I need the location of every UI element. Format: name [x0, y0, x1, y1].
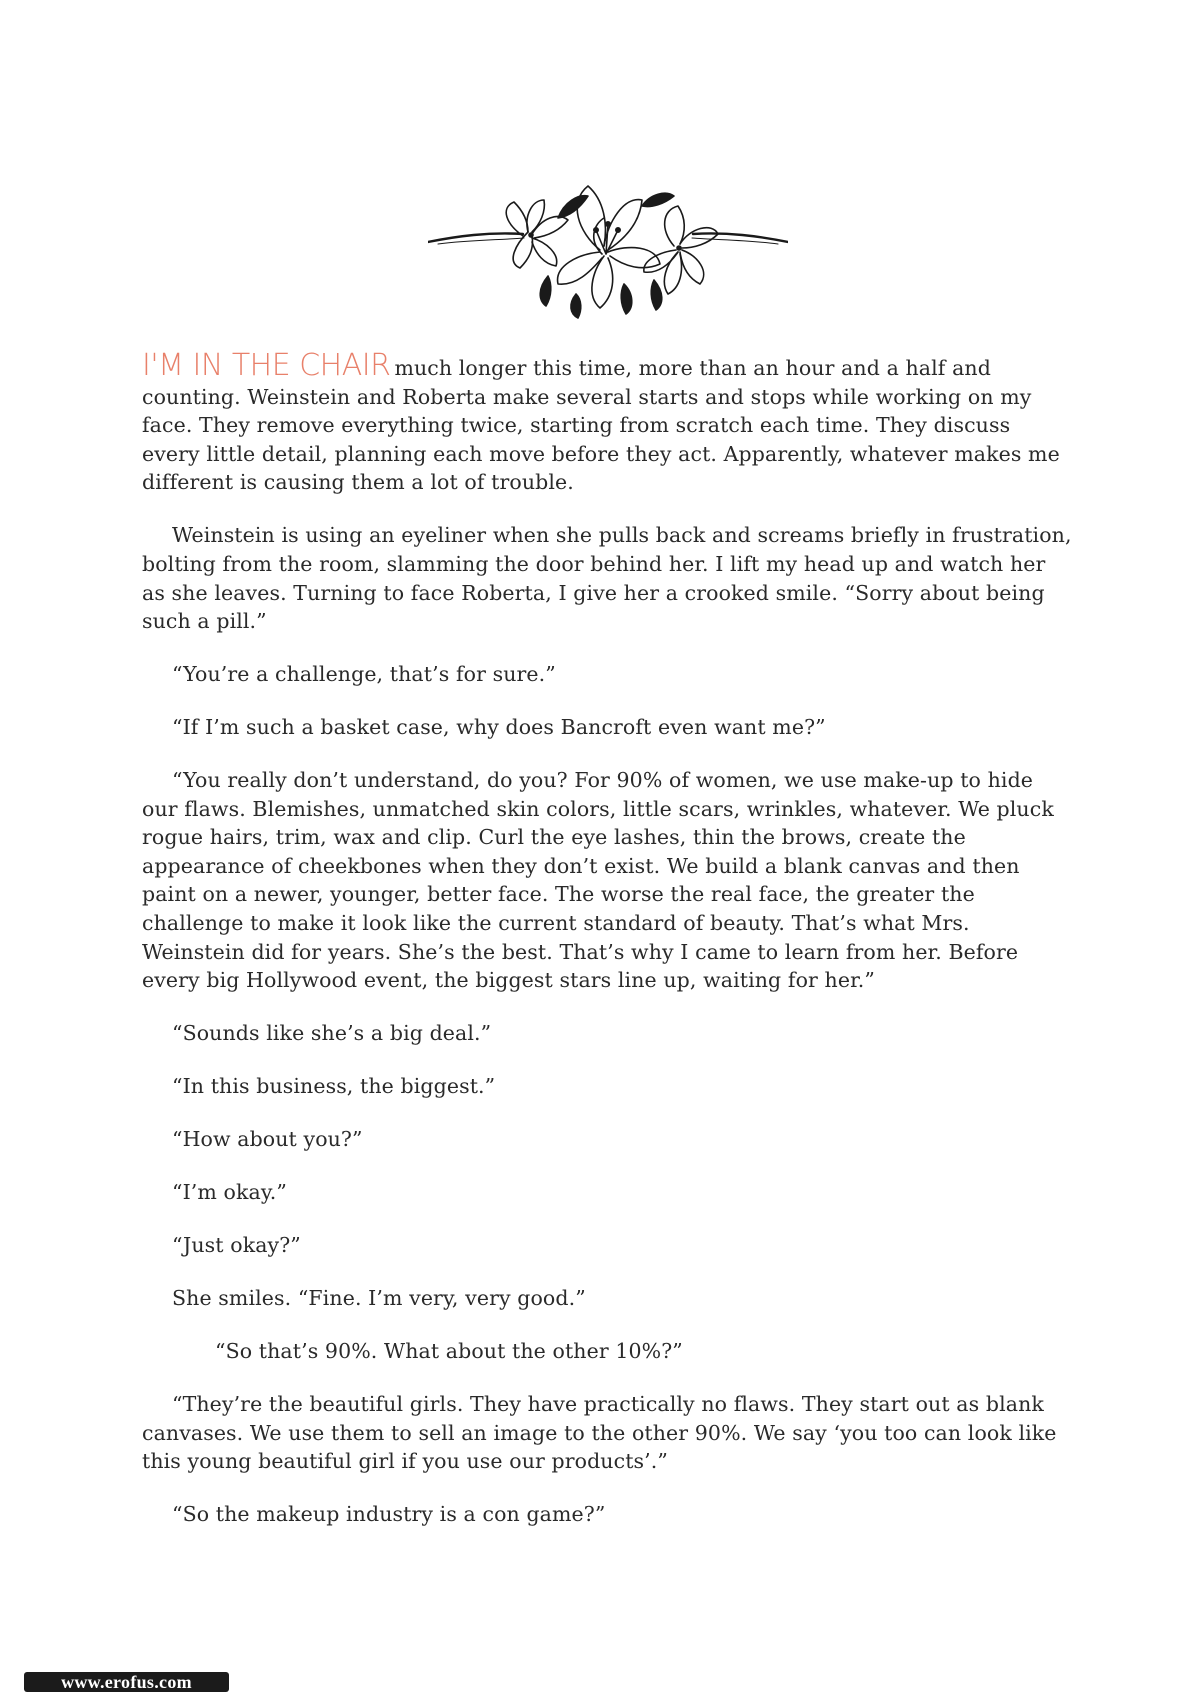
paragraph: “They’re the beautiful girls. They have practically no flaws. They start out as blank canvases. We use them to sell an image to the other 90%. We say ‘you too can look like this young beautiful girl if you use our products’.” [142, 1392, 1057, 1474]
opening-paragraph-text: much longer this time, more than an hour and a half and counting. Weinstein and Roberta make several starts and stops while working on my face. They remove everything twice, starting from scratch each time. They discuss every little detail, planning each move before they act. Apparently, whatever makes me different is causing them a lot of trouble. [142, 356, 1060, 495]
paragraph: “If I’m such a basket case, why does Bancroft even want me?” [172, 715, 826, 740]
paragraph: She smiles. “Fine. I’m very, very good.” [172, 1286, 586, 1311]
paragraph: “So that’s 90%. What about the other 10%?” [215, 1339, 683, 1364]
paragraph: Weinstein is using an eyeliner when she pulls back and screams briefly in frustration, bolting from the room, slamming the door behind her. I lift my head up and watch her as she leaves. Turning to face Roberta, I give her a crooked smile. “Sorry about being such a pill.” [142, 523, 1072, 634]
paragraph: “Sounds like she’s a big deal.” [172, 1021, 492, 1046]
site-watermark: www.erofus.com [24, 1672, 229, 1692]
chapter-lead-in: I'M IN THE CHAIR [142, 348, 391, 383]
opening-paragraph [142, 348, 1072, 497]
paragraph: “Just okay?” [172, 1233, 301, 1258]
paragraph: “In this business, the biggest.” [172, 1074, 496, 1099]
paragraph: “You really don’t understand, do you? For 90% of women, we use make-up to hide our flaws. Blemishes, unmatched skin colors, little scars, wrinkles, whatever. We pluck rogue hairs, trim, wax and clip. Curl the eye lashes, thin the brows, create the appearance of cheekbones when they don’t exist. We build a blank canvas and then paint on a newer, younger, better face. The worse the real face, the greater the challenge to make it look like the current standard of beauty. That’s what Mrs. Weinstein did for years. She’s the best. That’s why I came to learn from her. Before every big Hollywood event, the biggest stars line up, waiting for her.” [142, 768, 1054, 993]
paragraph: “I’m okay.” [172, 1180, 287, 1205]
chapter-text [142, 348, 1072, 1529]
paragraph: “How about you?” [172, 1127, 363, 1152]
paragraph: “You’re a challenge, that’s for sure.” [172, 662, 556, 687]
paragraph: “So the makeup industry is a con game?” [172, 1502, 606, 1527]
lily-flowers-icon [428, 172, 788, 322]
